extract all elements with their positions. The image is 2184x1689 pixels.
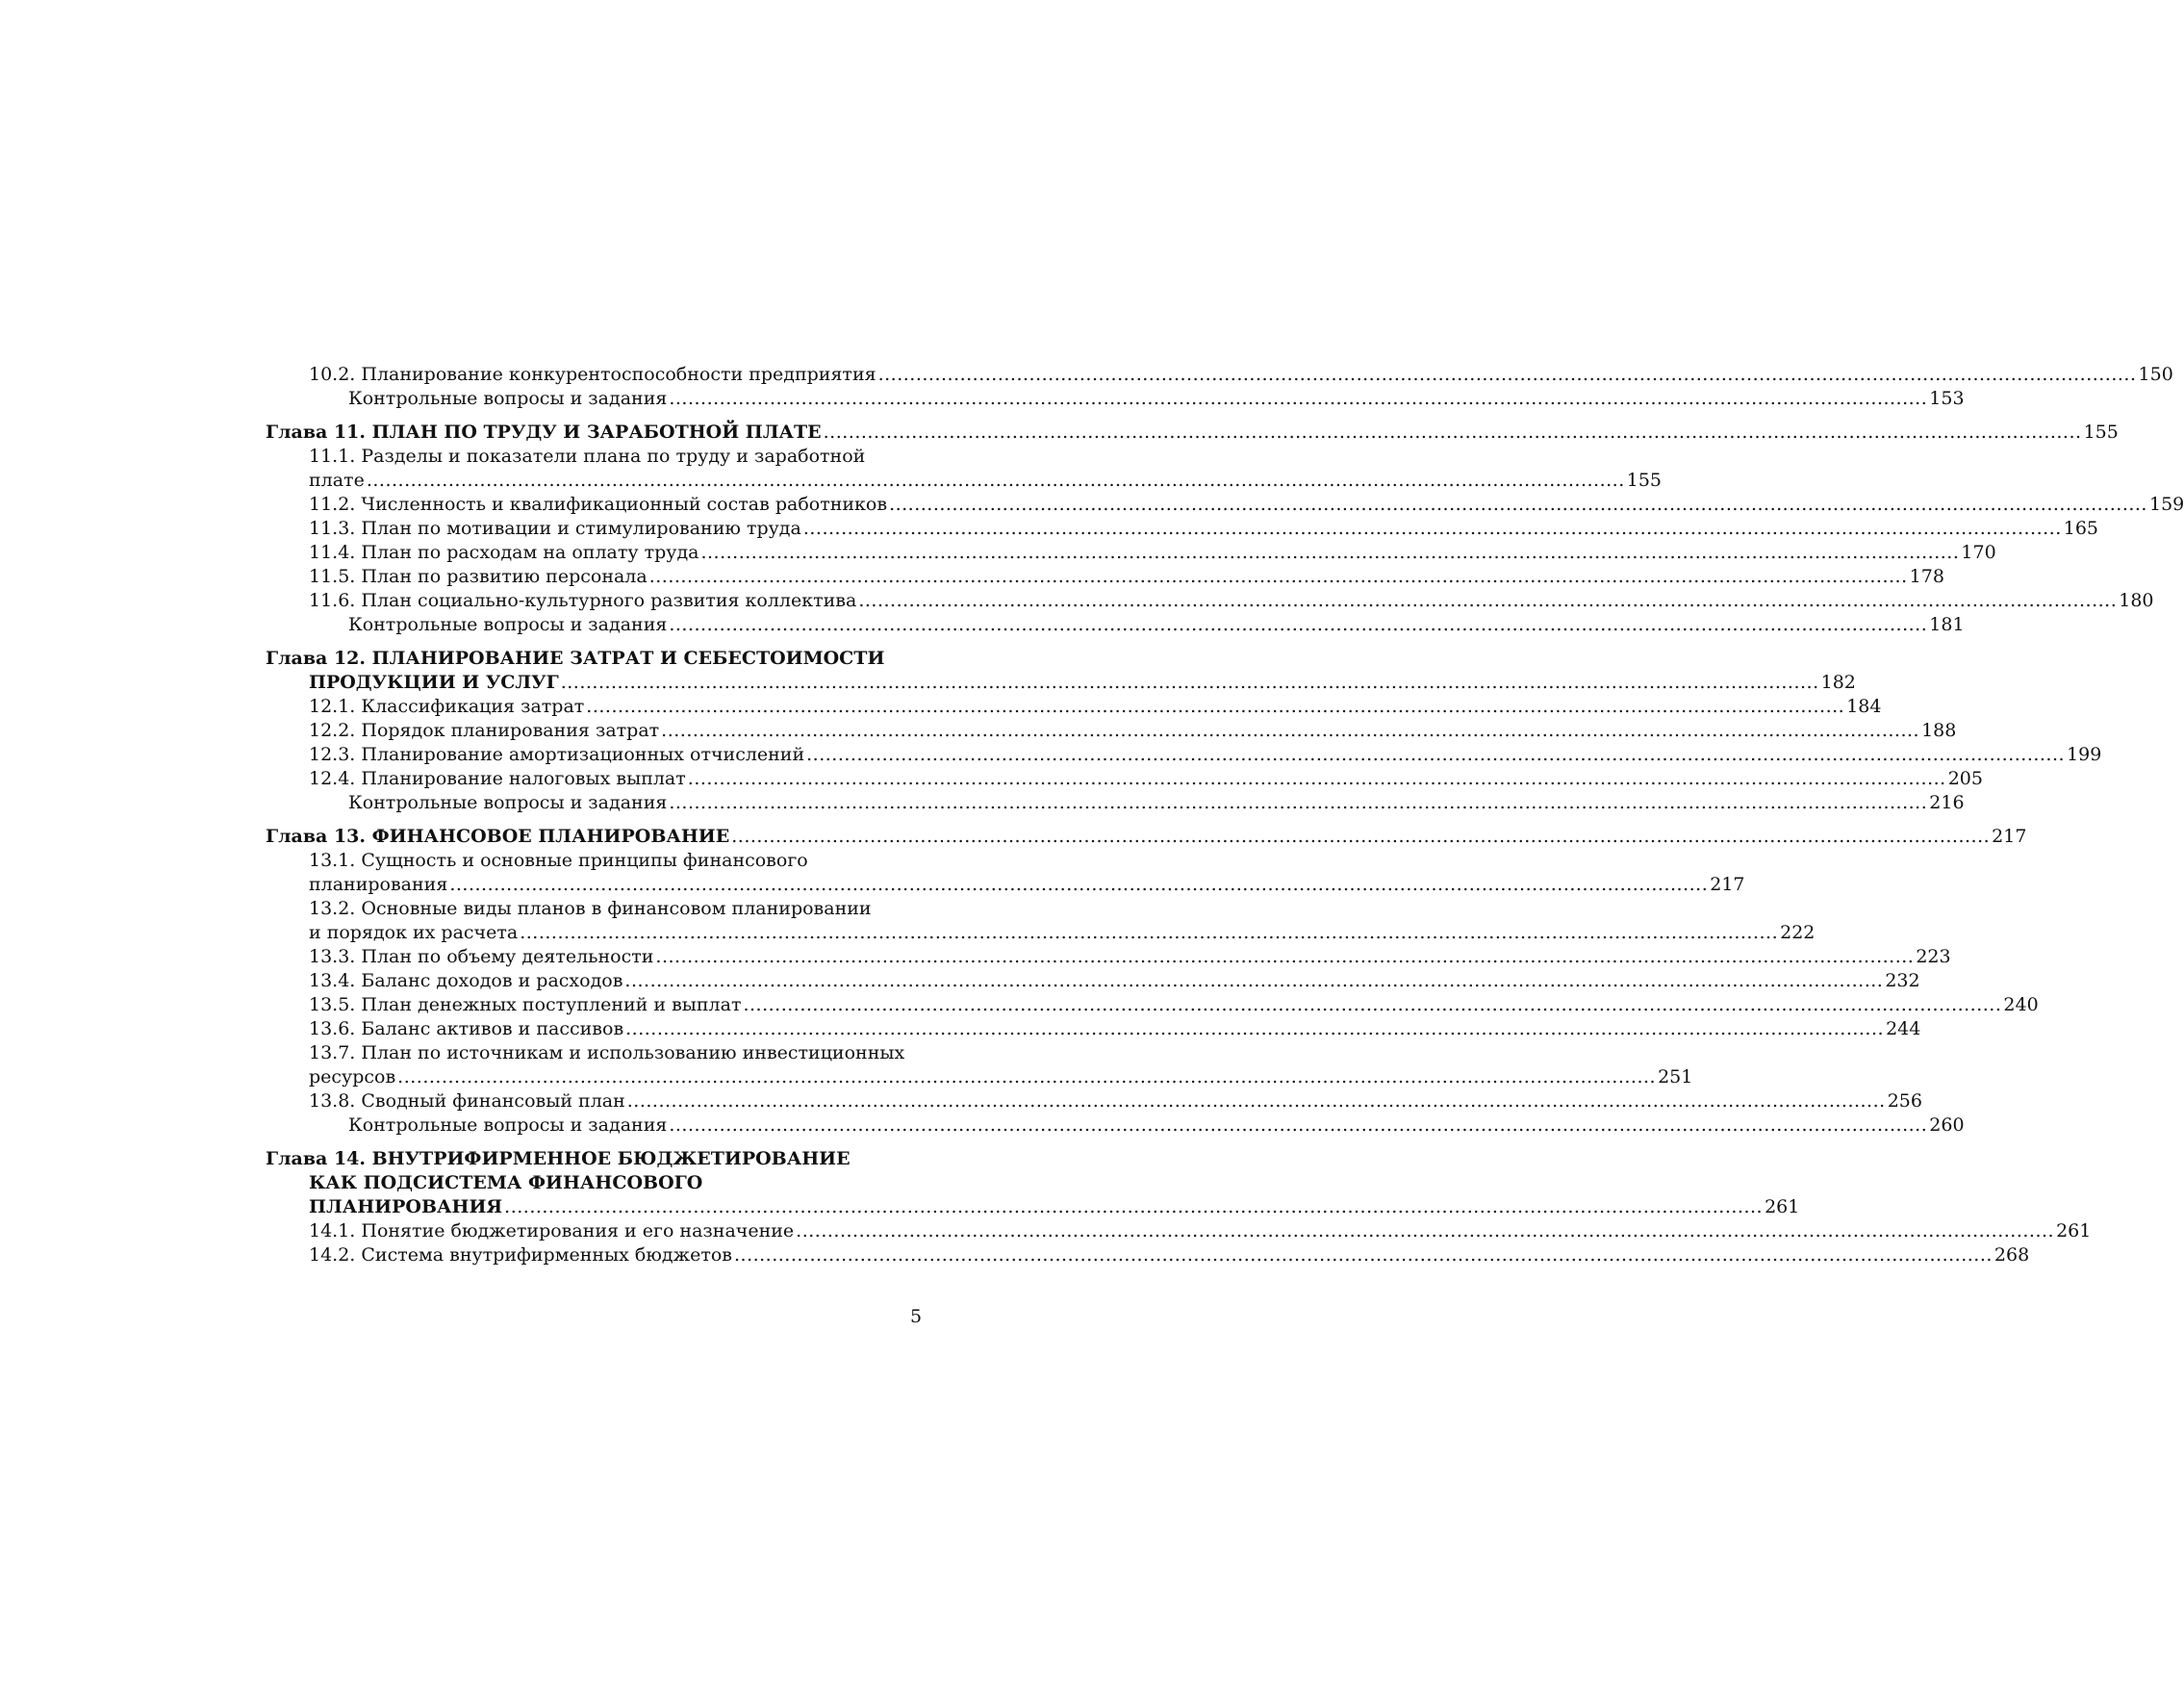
- toc-entry-title: 11.2. Численность и квалификационный состав работников: [309, 494, 888, 515]
- toc-page-number: 261: [1765, 1196, 1800, 1217]
- toc-page-number: 223: [1916, 946, 1951, 967]
- toc-page-number: 188: [1921, 720, 1957, 741]
- toc-page-number: 244: [1886, 1018, 1921, 1039]
- toc-entry-line: [266, 791, 1965, 815]
- leader-dots: ........................................................................................................................................................................................................: [731, 826, 1991, 847]
- leader-dots: ........................................................................................................................................................................................................: [700, 542, 1960, 563]
- toc-entry-line: [266, 517, 2099, 541]
- toc-entry-line: [266, 1089, 1922, 1113]
- toc-page-number: 182: [1820, 672, 1856, 693]
- toc-entry-line: [266, 493, 2184, 517]
- toc-entry-line: [266, 767, 1983, 791]
- toc-page-number: 261: [2056, 1220, 2092, 1241]
- toc-page-number: 150: [2138, 364, 2173, 385]
- toc-entry-title: 13.4. Баланс доходов и расходов: [309, 970, 623, 991]
- toc-entry-line: [266, 945, 1951, 969]
- toc-entry-line: [266, 565, 1944, 589]
- toc-chapter: [266, 825, 2027, 849]
- toc-chapter: [266, 1147, 1800, 1219]
- toc-entry-title: 13.7. План по источникам и использованию инвестиционных: [309, 1042, 905, 1063]
- toc-entry-line: [266, 387, 1965, 411]
- toc-entry-line: [266, 993, 2039, 1017]
- leader-dots: ........................................................................................................................................................................................................: [661, 720, 1920, 741]
- leader-dots: ........................................................................................................................................................................................................: [624, 970, 1884, 991]
- toc-entry-line: [266, 719, 1957, 743]
- toc-entry-title: ресурсов: [309, 1066, 396, 1088]
- toc-entry-title: 11.1. Разделы и показатели плана по труду и заработной: [309, 446, 866, 467]
- toc-page-number: 178: [1909, 566, 1944, 587]
- leader-dots: ........................................................................................................................................................................................................: [449, 874, 1709, 895]
- toc-entry-title: Глава 13. ФИНАНСОВОЕ ПЛАНИРОВАНИЕ: [266, 826, 730, 847]
- toc-entry-title: Контрольные вопросы и задания: [348, 1114, 668, 1136]
- leader-dots: ........................................................................................................................................................................................................: [669, 388, 1928, 409]
- toc-entry-title: 11.6. План социально-культурного развития коллектива: [309, 590, 857, 611]
- toc-entry-title: 11.4. План по расходам на оплату труда: [309, 542, 699, 563]
- toc-page-number: 260: [1929, 1114, 1965, 1136]
- toc-entry-title: ПРОДУКЦИИ И УСЛУГ: [309, 672, 559, 693]
- toc-entry-line: [266, 921, 1816, 945]
- leader-dots: ........................................................................................................................................................................................................: [823, 422, 2082, 443]
- toc-entry-title: 12.4. Планирование налоговых выплат: [309, 768, 686, 789]
- toc-page-number: 256: [1887, 1090, 1922, 1112]
- toc-entry-line: [266, 469, 1663, 493]
- toc-entry-title: Глава 14. ВНУТРИФИРМЕННОЕ БЮДЖЕТИРОВАНИЕ: [266, 1148, 851, 1169]
- toc-entry-title: ПЛАНИРОВАНИЯ: [309, 1196, 503, 1217]
- leader-dots: ........................................................................................................................................................................................................: [877, 364, 2137, 385]
- toc-entry-title: 12.2. Порядок планирования затрат: [309, 720, 660, 741]
- toc-chapter: [266, 647, 1856, 695]
- toc-entry-line: [266, 541, 1996, 565]
- toc-page-number: 240: [2003, 994, 2039, 1015]
- toc-entry-title: 13.2. Основные виды планов в финансовом планировании: [309, 898, 872, 919]
- toc-entry-line: [266, 743, 2102, 767]
- toc-entry-title: 12.3. Планирование амортизационных отчислений: [309, 744, 805, 765]
- toc-entry-line: [266, 589, 2154, 613]
- toc-page-number: 217: [1710, 874, 1745, 895]
- toc-page-number: 217: [1992, 826, 2027, 847]
- toc-page-number: 199: [2067, 744, 2102, 765]
- toc-entry-title: 13.8. Сводный финансовый план: [309, 1090, 625, 1112]
- leader-dots: ........................................................................................................................................................................................................: [655, 946, 1915, 967]
- toc-chapter: [266, 421, 2119, 445]
- toc-entry-title: 13.6. Баланс активов и пассивов: [309, 1018, 624, 1039]
- toc-entry-title: и порядок их расчета: [309, 922, 519, 943]
- toc-entry-title: Глава 11. ПЛАН ПО ТРУДУ И ЗАРАБОТНОЙ ПЛАТЕ: [266, 422, 822, 443]
- leader-dots: ........................................................................................................................................................................................................: [669, 614, 1928, 635]
- toc-entry-title: 12.1. Классификация затрат: [309, 696, 585, 717]
- leader-dots: ........................................................................................................................................................................................................: [397, 1066, 1657, 1088]
- toc-page-number: 251: [1658, 1066, 1693, 1088]
- leader-dots: ........................................................................................................................................................................................................: [796, 1220, 2055, 1241]
- toc-entry-title: 11.5. План по развитию персонала: [309, 566, 648, 587]
- leader-dots: ........................................................................................................................................................................................................: [560, 672, 1819, 693]
- toc-entry-line: [266, 1243, 2030, 1267]
- leader-dots: ........................................................................................................................................................................................................: [520, 922, 1779, 943]
- page-number: 5: [910, 1306, 923, 1327]
- toc-entry-title: планирования: [309, 874, 448, 895]
- toc-entry-line: [266, 969, 1920, 993]
- toc-page-number: 268: [1994, 1244, 2030, 1266]
- toc-entry-title: 11.3. План по мотивации и стимулированию труда: [309, 518, 801, 539]
- toc-page-number: 205: [1947, 768, 1983, 789]
- leader-dots: ........................................................................................................................................................................................................: [625, 1018, 1885, 1039]
- toc-page-number: 180: [2119, 590, 2154, 611]
- toc-page-number: 184: [1846, 696, 1882, 717]
- toc-entry-title: 13.1. Сущность и основные принципы финансового: [309, 850, 808, 871]
- leader-dots: ........................................................................................................................................................................................................: [733, 1244, 1993, 1266]
- toc-page-number: 232: [1885, 970, 1920, 991]
- leader-dots: ........................................................................................................................................................................................................: [743, 994, 2002, 1015]
- toc-page-number: 181: [1929, 614, 1965, 635]
- table-of-contents: [266, 363, 2184, 1267]
- toc-entry-line: [266, 1113, 1965, 1138]
- toc-page-number: 222: [1780, 922, 1816, 943]
- leader-dots: ........................................................................................................................................................................................................: [889, 494, 2147, 515]
- toc-entry-line: [266, 421, 2119, 445]
- toc-entry-line: [266, 613, 1965, 637]
- toc-entry-line: [266, 1219, 2092, 1243]
- toc-entry-title: 13.3. План по объему деятельности: [309, 946, 654, 967]
- toc-entry-line: [266, 1017, 1921, 1041]
- toc-page-number: 155: [1626, 470, 1663, 491]
- leader-dots: ........................................................................................................................................................................................................: [366, 470, 1625, 491]
- toc-entry-title: 10.2. Планирование конкурентоспособности предприятия: [309, 364, 876, 385]
- toc-entry-title: КАК ПОДСИСТЕМА ФИНАНСОВОГО: [309, 1172, 703, 1193]
- leader-dots: ........................................................................................................................................................................................................: [802, 518, 2062, 539]
- leader-dots: ........................................................................................................................................................................................................: [669, 792, 1928, 813]
- leader-dots: ........................................................................................................................................................................................................: [669, 1114, 1928, 1136]
- toc-entry-title: плате: [309, 470, 365, 491]
- toc-entry-line: [266, 363, 2173, 387]
- toc-entry-title: Контрольные вопросы и задания: [348, 388, 668, 409]
- toc-entry-title: Глава 12. ПЛАНИРОВАНИЕ ЗАТРАТ И СЕБЕСТОИМОСТИ: [266, 648, 885, 669]
- toc-entry-title: 14.2. Система внутрифирменных бюджетов: [309, 1244, 732, 1266]
- toc-entry-title: 14.1. Понятие бюджетирования и его назначение: [309, 1220, 795, 1241]
- leader-dots: ........................................................................................................................................................................................................: [626, 1090, 1886, 1112]
- leader-dots: ........................................................................................................................................................................................................: [648, 566, 1908, 587]
- toc-page-number: 159: [2148, 494, 2184, 515]
- toc-entry-title: Контрольные вопросы и задания: [348, 614, 668, 635]
- leader-dots: ........................................................................................................................................................................................................: [504, 1196, 1764, 1217]
- leader-dots: ........................................................................................................................................................................................................: [806, 744, 2066, 765]
- toc-entry-line: [266, 671, 1856, 695]
- toc-entry-line: [266, 695, 1882, 719]
- toc-page-number: 165: [2063, 518, 2099, 539]
- toc-entry-line: [266, 825, 2027, 849]
- toc-entry-title: 13.5. План денежных поступлений и выплат: [309, 994, 742, 1015]
- leader-dots: ........................................................................................................................................................................................................: [687, 768, 1946, 789]
- toc-page-number: 216: [1929, 792, 1965, 813]
- leader-dots: ........................................................................................................................................................................................................: [858, 590, 2118, 611]
- toc-page-number: 153: [1929, 388, 1965, 409]
- leader-dots: ........................................................................................................................................................................................................: [586, 696, 1845, 717]
- toc-entry-title: Контрольные вопросы и задания: [348, 792, 668, 813]
- toc-entry-line: [266, 1195, 1800, 1219]
- toc-entry-line: [266, 1065, 1693, 1089]
- toc-entry-line: [266, 873, 1745, 897]
- toc-page-number: 155: [2083, 422, 2119, 443]
- toc-page-number: 170: [1961, 542, 1996, 563]
